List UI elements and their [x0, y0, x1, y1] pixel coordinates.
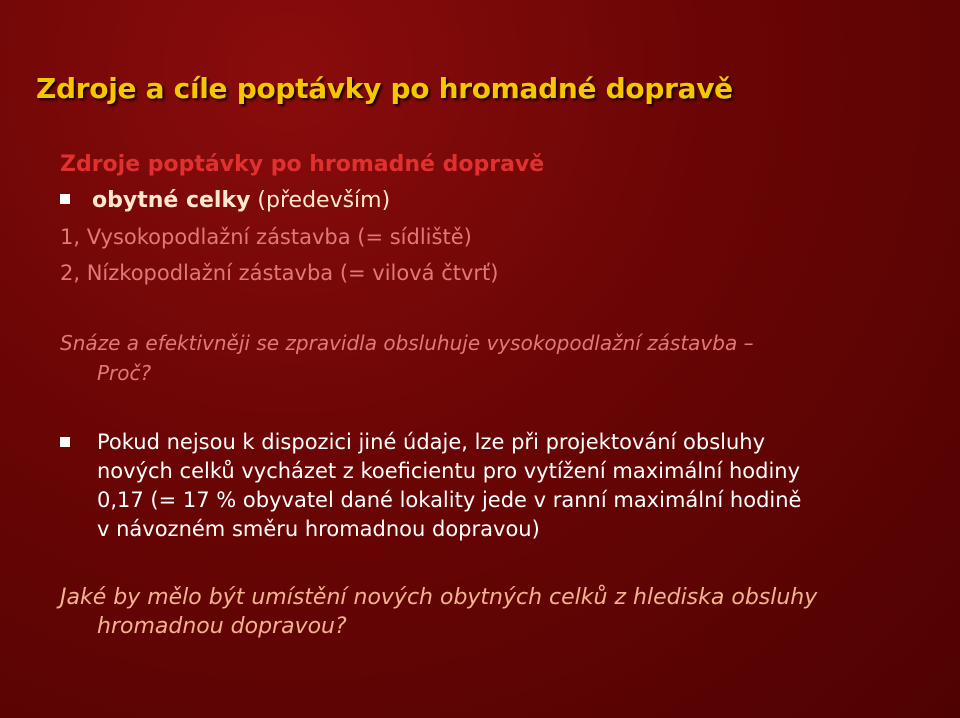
bullet-paren-text: (především) [250, 188, 391, 213]
slide-title: Zdroje a cíle poptávky po hromadné dopravě [36, 72, 733, 105]
bullet-paragraph-coefficient [60, 428, 920, 544]
bullet-main-text: obytné celky [92, 188, 251, 213]
question-line-1: Jaké by mělo být umístění nových obytných celků z hlediska obsluhy [60, 585, 818, 610]
paragraph-line-1: Pokud nejsou k dispozici jiné údaje, lze při projektování obsluhy [97, 430, 766, 454]
square-bullet-icon [60, 194, 70, 204]
question-line-2: hromadnou dopravou? [97, 614, 347, 639]
paragraph-line-4: v návozném směru hromadnou dopravou) [97, 517, 540, 541]
italic-note-why: Proč? [97, 361, 152, 385]
list-line-low-rise: 2, Nízkopodlažní zástavba (= vilová čtvrť) [60, 261, 499, 285]
bullet-item-housing [60, 188, 390, 213]
square-bullet-icon [60, 437, 70, 447]
paragraph-line-2: nových celků vycházet z koeficientu pro vytížení maximální hodiny [97, 459, 801, 483]
italic-note-line: Snáze a efektivněji se zpravidla obsluhuje vysokopodlažní zástavba – [60, 331, 754, 355]
list-line-high-rise: 1, Vysokopodlažní zástavba (= sídliště) [60, 225, 472, 249]
paragraph-line-3: 0,17 (= 17 % obyvatel dané lokality jede v ranní maximální hodině [97, 488, 802, 512]
subheading: Zdroje poptávky po hromadné dopravě [60, 152, 545, 177]
closing-question [60, 583, 920, 641]
